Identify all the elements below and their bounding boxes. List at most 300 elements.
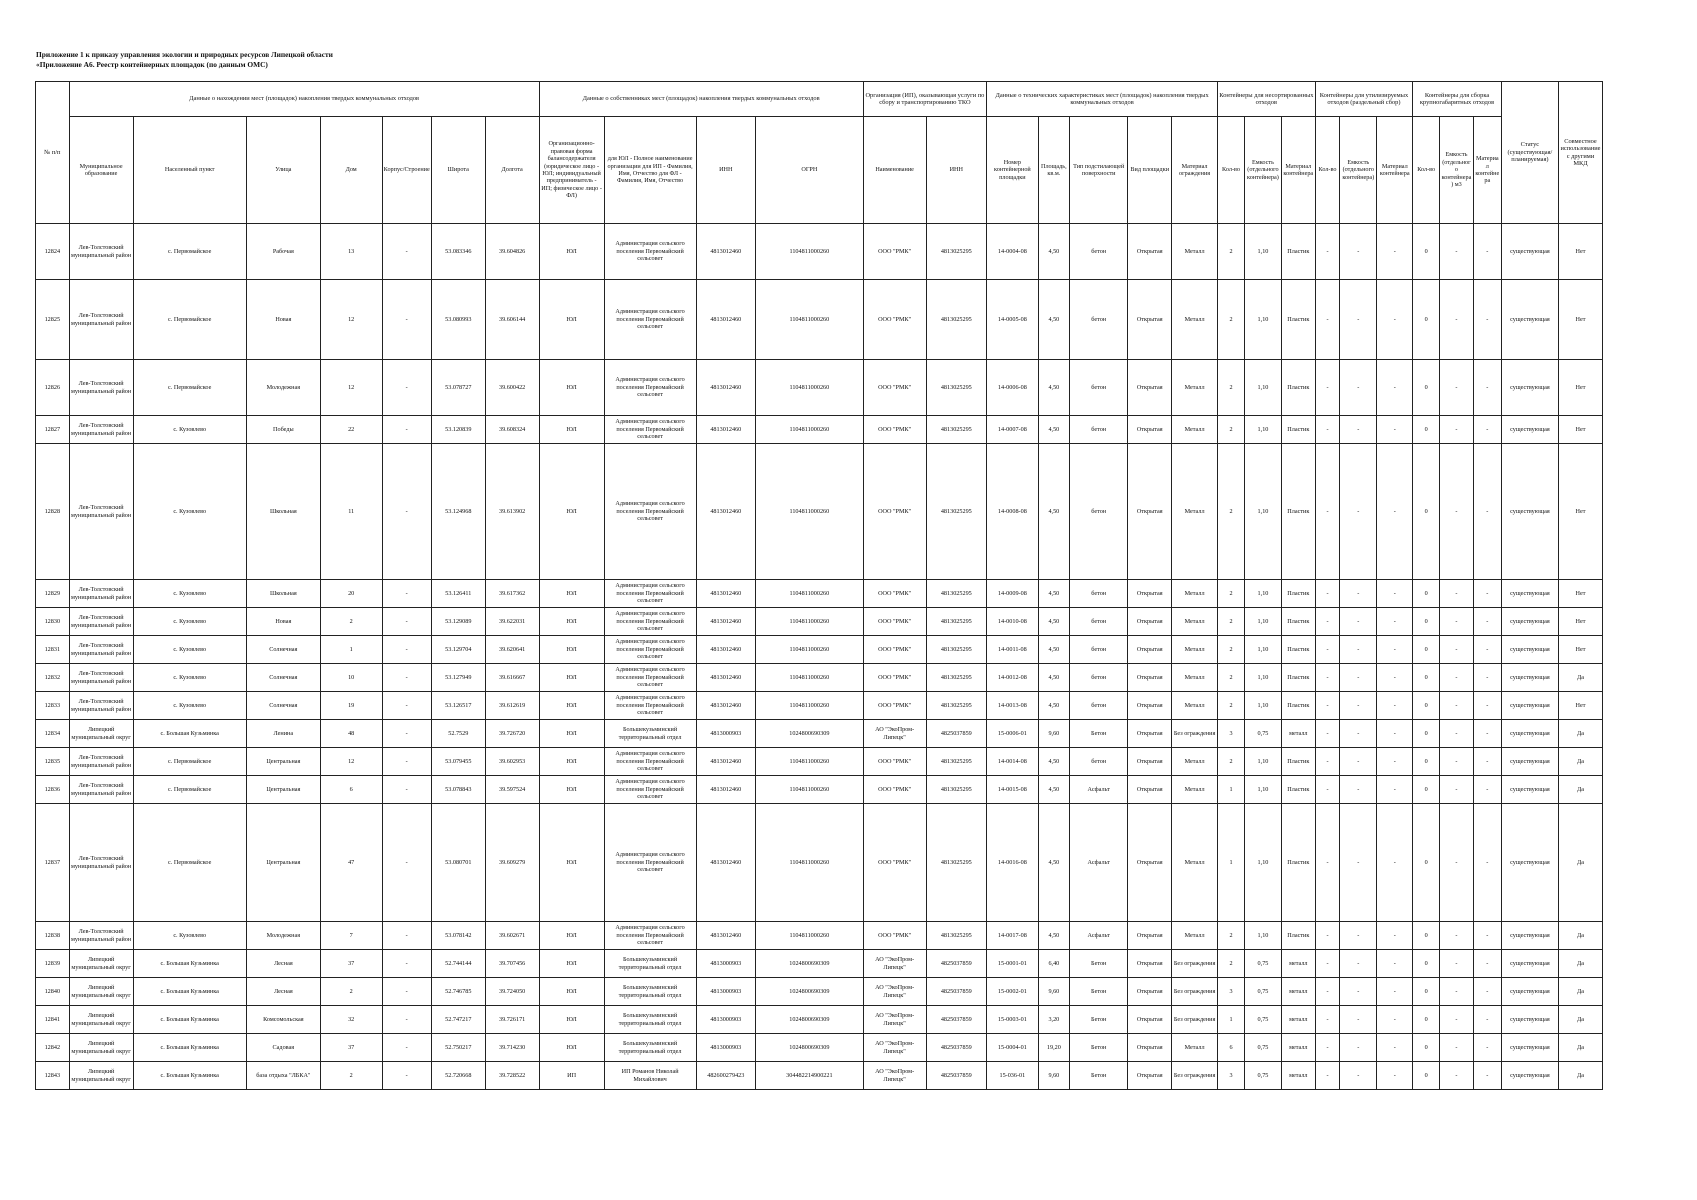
table-cell: ЮЛ [539,580,604,608]
table-cell: 6,40 [1038,950,1069,978]
joint-use-header: Совместное использование с другими МКД [1559,82,1603,224]
table-cell: - [1377,776,1413,804]
table-cell: 9,60 [1038,978,1069,1006]
table-cell: Открытая [1128,922,1172,950]
registry-table [35,81,1603,1090]
table-cell: 4813025295 [926,922,987,950]
table-cell: бетон [1070,636,1128,664]
table-cell: 4813025295 [926,580,987,608]
table-cell: Металл [1172,280,1218,360]
table-cell: 2 [320,1062,382,1090]
table-cell: 20 [320,580,382,608]
table-cell: 53.124968 [431,444,485,580]
table-cell: существующая [1501,1062,1558,1090]
table-cell: 12839 [36,950,70,978]
table-cell: 39.613902 [485,444,539,580]
table-cell: 1104811000260 [756,804,864,922]
table-cell: 1,10 [1244,280,1281,360]
table-cell: 4813012460 [696,804,755,922]
table-cell: Без ограждения [1172,720,1218,748]
table-cell: с. Первомайское [133,360,246,416]
table-cell: 15-0003-01 [987,1006,1039,1034]
table-cell: - [1315,978,1340,1006]
table-cell: с. Кузовлево [133,580,246,608]
table-cell: 39.707456 [485,950,539,978]
table-cell: существующая [1501,1006,1558,1034]
table-cell: Металл [1172,692,1218,720]
table-cell: Большекузьминский территориальный отдел [604,978,696,1006]
table-cell: 0 [1413,1034,1440,1062]
table-cell: 15-0004-01 [987,1034,1039,1062]
table-cell: 0 [1413,804,1440,922]
table-cell: 4813000903 [696,1006,755,1034]
table-cell: 12827 [36,416,70,444]
table-cell: Лев-Толстовский муниципальный район [69,360,133,416]
table-row [36,950,1603,978]
table-cell: - [1440,978,1474,1006]
table-cell: Администрация сельского поселения Первомайский сельсовет [604,416,696,444]
table-cell: Администрация сельского поселения Первомайский сельсовет [604,360,696,416]
table-cell: 4,50 [1038,748,1069,776]
table-cell: Открытая [1128,280,1172,360]
table-cell: с. Большая Кузьминка [133,978,246,1006]
column-header: Материал ограждения [1172,117,1218,224]
table-cell: Лесная [246,978,320,1006]
table-cell: АО "ЭкоПром-Липецк" [863,1006,926,1034]
table-cell: Металл [1172,1034,1218,1062]
table-cell: ИП [539,1062,604,1090]
table-cell: - [1340,224,1377,280]
table-cell: с. Первомайское [133,776,246,804]
table-cell: - [1473,360,1501,416]
table-cell: - [1340,776,1377,804]
column-header: Кол-во [1413,117,1440,224]
table-cell: - [382,664,431,692]
table-cell: 4813012460 [696,444,755,580]
table-cell: Администрация сельского поселения Первомайский сельсовет [604,664,696,692]
table-cell: ЮЛ [539,664,604,692]
table-cell: 12831 [36,636,70,664]
table-cell: 1024800690309 [756,1034,864,1062]
table-cell: - [1473,950,1501,978]
table-cell: 304482214900221 [756,1062,864,1090]
table-cell: 4813012460 [696,636,755,664]
table-cell: 4825037859 [926,1062,987,1090]
table-cell: 15-0002-01 [987,978,1039,1006]
table-cell: Лев-Толстовский муниципальный район [69,580,133,608]
table-cell: - [1340,608,1377,636]
table-cell: 4813025295 [926,748,987,776]
table-cell: Лев-Толстовский муниципальный район [69,608,133,636]
table-cell: Пластик [1281,360,1315,416]
table-cell: Центральная [246,804,320,922]
table-cell: 14-0011-08 [987,636,1039,664]
table-cell: 14-0012-08 [987,664,1039,692]
table-cell: Администрация сельского поселения Первомайский сельсовет [604,444,696,580]
table-cell: 4813025295 [926,444,987,580]
table-cell: 4,50 [1038,280,1069,360]
table-cell: Лев-Толстовский муниципальный район [69,692,133,720]
table-cell: - [1440,748,1474,776]
table-cell: 1,10 [1244,922,1281,950]
table-cell: Да [1559,950,1603,978]
table-cell: Открытая [1128,416,1172,444]
table-cell: Новая [246,280,320,360]
table-cell: - [1440,1034,1474,1062]
table-cell: - [1377,978,1413,1006]
table-cell: Пластик [1281,636,1315,664]
table-cell: - [1315,922,1340,950]
table-cell: Да [1559,804,1603,922]
table-cell: 52.720668 [431,1062,485,1090]
column-header: Емкость (отдельного контейнера) [1340,117,1377,224]
table-cell: ЮЛ [539,416,604,444]
table-cell: - [1340,922,1377,950]
table-cell: - [1377,804,1413,922]
table-cell: Центральная [246,776,320,804]
table-cell: 0 [1413,922,1440,950]
table-cell: 1 [1218,1006,1245,1034]
table-cell: 3 [1218,978,1245,1006]
table-cell: 39.616667 [485,664,539,692]
table-cell: Открытая [1128,692,1172,720]
table-cell: - [1473,720,1501,748]
table-cell: 1104811000260 [756,224,864,280]
table-cell: Нет [1559,636,1603,664]
table-cell: Открытая [1128,608,1172,636]
table-row [36,1034,1603,1062]
table-cell: 53.129089 [431,608,485,636]
table-cell: 4813025295 [926,280,987,360]
table-cell: Пластик [1281,444,1315,580]
table-cell: 4,50 [1038,580,1069,608]
table-cell: 15-0006-01 [987,720,1039,748]
table-cell: Центральная [246,748,320,776]
table-cell: 1104811000260 [756,416,864,444]
table-cell: - [1440,776,1474,804]
table-cell: Без ограждения [1172,1062,1218,1090]
table-cell: 1104811000260 [756,280,864,360]
table-cell: - [1340,692,1377,720]
table-cell: Открытая [1128,720,1172,748]
table-cell: ООО "РМК" [863,776,926,804]
table-cell: 53.079455 [431,748,485,776]
table-cell: 4813025295 [926,608,987,636]
table-cell: Большекузьминский территориальный отдел [604,1006,696,1034]
table-cell: бетон [1070,748,1128,776]
table-cell: 0 [1413,950,1440,978]
table-cell: Лев-Толстовский муниципальный район [69,748,133,776]
table-cell: - [382,224,431,280]
table-cell: - [1315,1034,1340,1062]
table-cell: Металл [1172,748,1218,776]
table-cell: 4,50 [1038,664,1069,692]
table-cell: 12833 [36,692,70,720]
table-cell: Да [1559,978,1603,1006]
table-cell: 3 [1218,1062,1245,1090]
table-cell: с. Кузовлево [133,444,246,580]
num-header: № п/п [36,82,70,224]
table-cell: Молодежная [246,360,320,416]
table-cell: Администрация сельского поселения Первомайский сельсовет [604,224,696,280]
table-cell: Лев-Толстовский муниципальный район [69,280,133,360]
table-cell: ЮЛ [539,1034,604,1062]
table-cell: Асфальт [1070,804,1128,922]
table-cell: бетон [1070,360,1128,416]
column-header: Материал контейнера [1473,117,1501,224]
column-header-row [36,117,1603,224]
table-cell: 4,50 [1038,360,1069,416]
table-cell: 39.726720 [485,720,539,748]
table-cell: - [1315,720,1340,748]
table-cell: Металл [1172,444,1218,580]
table-cell: 4813012460 [696,416,755,444]
table-cell: 37 [320,1034,382,1062]
group-header: Организация (ИП), оказывающая услуги по сбору и транспортированию ТКО [863,82,986,117]
table-cell: 12 [320,360,382,416]
table-cell: Открытая [1128,1006,1172,1034]
table-cell: база отдыха "ЛБКА" [246,1062,320,1090]
table-cell: существующая [1501,1034,1558,1062]
table-cell: ЮЛ [539,804,604,922]
table-cell: 12843 [36,1062,70,1090]
table-cell: 1,10 [1244,664,1281,692]
table-cell: с. Кузовлево [133,922,246,950]
column-header: ИНН [926,117,987,224]
table-cell: Лев-Толстовский муниципальный район [69,776,133,804]
table-cell: 53.078727 [431,360,485,416]
table-cell: 12836 [36,776,70,804]
table-cell: - [1315,416,1340,444]
table-cell: 2 [320,978,382,1006]
table-cell: Садовая [246,1034,320,1062]
table-cell: 6 [320,776,382,804]
table-cell: 0 [1413,636,1440,664]
table-cell: 2 [1218,692,1245,720]
column-header: Тип подстилающей поверхности [1070,117,1128,224]
table-cell: - [1315,664,1340,692]
table-cell: 7 [320,922,382,950]
table-cell: 12832 [36,664,70,692]
table-cell: Школьная [246,580,320,608]
table-cell: 39.728522 [485,1062,539,1090]
table-cell: Металл [1172,664,1218,692]
table-cell: 4813025295 [926,776,987,804]
table-cell: - [1340,664,1377,692]
table-cell: ЮЛ [539,1006,604,1034]
table-row [36,224,1603,280]
table-cell: существующая [1501,978,1558,1006]
table-cell: - [1440,1062,1474,1090]
table-row [36,280,1603,360]
document-header [36,50,333,69]
column-header: для ЮЛ - Полное наименование организации для ИП - Фамилия, Имя, Отчество для ФЛ - Фамилия, Имя, Отчество [604,117,696,224]
table-cell: 4813025295 [926,664,987,692]
table-cell: Администрация сельского поселения Первомайский сельсовет [604,922,696,950]
table-cell: 53.078142 [431,922,485,950]
table-cell: ООО "РМК" [863,280,926,360]
table-cell: 2 [1218,608,1245,636]
table-cell: 12841 [36,1006,70,1034]
table-cell: - [1377,950,1413,978]
table-cell: 39.622031 [485,608,539,636]
table-cell: - [1315,692,1340,720]
table-cell: 2 [1218,664,1245,692]
table-cell: Открытая [1128,748,1172,776]
table-cell: - [1315,224,1340,280]
table-cell: Лев-Толстовский муниципальный район [69,636,133,664]
table-cell: существующая [1501,608,1558,636]
table-cell: 39.600422 [485,360,539,416]
table-cell: 53.120839 [431,416,485,444]
table-cell: 14-0016-08 [987,804,1039,922]
table-cell: 53.083346 [431,224,485,280]
table-cell: Рабочая [246,224,320,280]
table-cell: 1,10 [1244,692,1281,720]
table-cell: Лев-Толстовский муниципальный район [69,804,133,922]
table-cell: - [382,280,431,360]
table-cell: - [1377,444,1413,580]
table-cell: Лев-Толстовский муниципальный район [69,416,133,444]
table-cell: 14-0004-08 [987,224,1039,280]
table-cell: 39.714230 [485,1034,539,1062]
table-cell: Да [1559,776,1603,804]
table-cell: 0,75 [1244,1006,1281,1034]
table-cell: 2 [1218,416,1245,444]
table-cell: 52.7529 [431,720,485,748]
column-header: Материал контейнера [1377,117,1413,224]
table-cell: Нет [1559,608,1603,636]
table-cell: - [382,580,431,608]
table-cell: ООО "РМК" [863,608,926,636]
table-cell: - [1340,444,1377,580]
table-cell: 4813012460 [696,922,755,950]
table-cell: Металл [1172,580,1218,608]
status-header: Статус (существующая/планируемая) [1501,82,1558,224]
table-cell: существующая [1501,636,1558,664]
table-cell: Да [1559,664,1603,692]
table-cell: ЮЛ [539,608,604,636]
table-cell: 0 [1413,748,1440,776]
table-cell: Липецкий муниципальный округ [69,720,133,748]
header-line-1: Приложение 1 к приказу управления экологии и природных ресурсов Липецкой области [36,50,333,59]
table-cell: 53.129704 [431,636,485,664]
group-header: Контейнеры для утилизируемых отходов (раздельный сбор) [1315,82,1413,117]
table-cell: ИП Романов Николай Михайлович [604,1062,696,1090]
table-cell: 53.080993 [431,280,485,360]
table-cell: бетон [1070,416,1128,444]
table-cell: 32 [320,1006,382,1034]
table-cell: 1104811000260 [756,664,864,692]
table-cell: 22 [320,416,382,444]
table-cell: - [1315,1006,1340,1034]
table-cell: 1,10 [1244,360,1281,416]
table-cell: Открытая [1128,580,1172,608]
table-cell: Администрация сельского поселения Первомайский сельсовет [604,804,696,922]
table-cell: Солнечная [246,692,320,720]
table-cell: 1024800690309 [756,950,864,978]
table-cell: 2 [320,608,382,636]
table-cell: - [1440,922,1474,950]
table-cell: 4813025295 [926,416,987,444]
table-cell: 47 [320,804,382,922]
table-cell: 12840 [36,978,70,1006]
table-cell: 4813012460 [696,692,755,720]
table-cell: 0,75 [1244,1062,1281,1090]
table-cell: 1,10 [1244,580,1281,608]
table-cell: металл [1281,1006,1315,1034]
table-cell: - [1315,950,1340,978]
table-cell: 12828 [36,444,70,580]
table-cell: с. Кузовлево [133,416,246,444]
table-cell: АО "ЭкоПром-Липецк" [863,720,926,748]
table-cell: 11 [320,444,382,580]
table-cell: 4813012460 [696,664,755,692]
table-cell: - [1377,1006,1413,1034]
table-cell: ООО "РМК" [863,224,926,280]
table-cell: с. Большая Кузьминка [133,1062,246,1090]
table-cell: Липецкий муниципальный округ [69,978,133,1006]
table-cell: - [1473,636,1501,664]
table-cell: с. Большая Кузьминка [133,1006,246,1034]
table-cell: Лев-Толстовский муниципальный район [69,444,133,580]
table-cell: Открытая [1128,1062,1172,1090]
column-header: Корпус/Строение [382,117,431,224]
table-row [36,804,1603,922]
table-row [36,748,1603,776]
table-cell: Открытая [1128,444,1172,580]
table-cell: 9,60 [1038,720,1069,748]
table-cell: - [382,950,431,978]
table-cell: 2 [1218,636,1245,664]
table-cell: 12826 [36,360,70,416]
table-cell: - [1440,416,1474,444]
table-cell: - [1340,360,1377,416]
table-cell: - [382,1034,431,1062]
table-cell: бетон [1070,444,1128,580]
table-cell: 1024800690309 [756,1006,864,1034]
table-cell: 48 [320,720,382,748]
table-cell: - [1473,608,1501,636]
table-cell: - [382,444,431,580]
column-header: Емкость (отдельного контейнера) м3 [1440,117,1474,224]
table-row [36,692,1603,720]
table-cell: Большекузьминский территориальный отдел [604,950,696,978]
table-cell: 4825037859 [926,950,987,978]
table-cell: Бетон [1070,720,1128,748]
table-cell: Победы [246,416,320,444]
table-cell: 1104811000260 [756,636,864,664]
table-cell: существующая [1501,224,1558,280]
table-cell: существующая [1501,664,1558,692]
table-cell: 2 [1218,922,1245,950]
table-cell: Комсомольская [246,1006,320,1034]
table-cell: Солнечная [246,636,320,664]
table-cell: 4813000903 [696,1034,755,1062]
table-cell: - [1340,1062,1377,1090]
table-cell: Открытая [1128,950,1172,978]
table-cell: Лев-Толстовский муниципальный район [69,224,133,280]
group-header: Данные о нахождении мест (площадок) накопления твердых коммунальных отходов [69,82,539,117]
table-cell: 39.612619 [485,692,539,720]
table-cell: 1,10 [1244,776,1281,804]
table-cell: - [1377,608,1413,636]
table-row [36,360,1603,416]
column-header: Емкость (отдельного контейнера) [1244,117,1281,224]
table-cell: бетон [1070,280,1128,360]
table-cell: 14-0014-08 [987,748,1039,776]
table-cell: с. Первомайское [133,280,246,360]
